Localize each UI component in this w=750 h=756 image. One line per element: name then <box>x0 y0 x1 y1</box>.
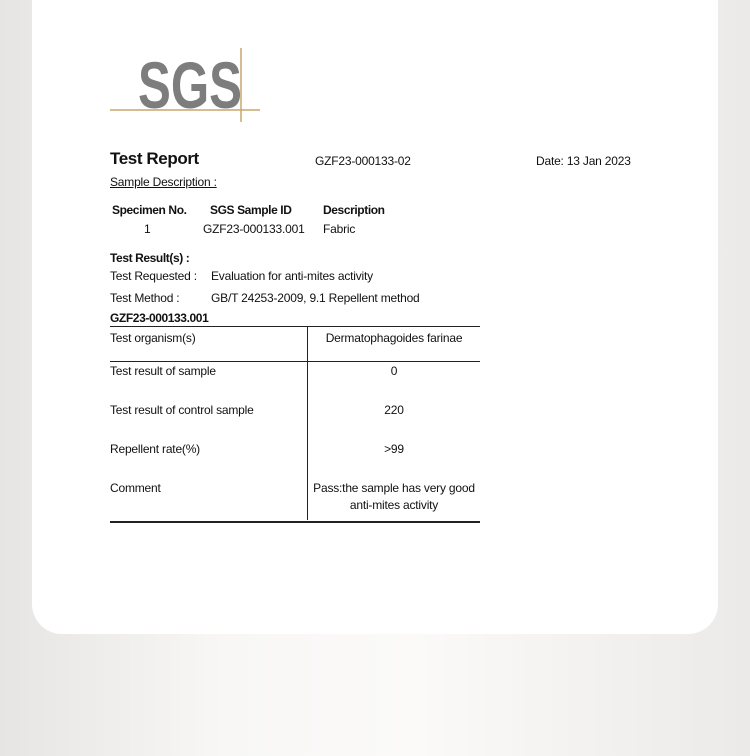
table-bottom-rule <box>110 521 480 523</box>
comment-value-line-1: Pass:the sample has very good <box>313 481 475 495</box>
table-top-rule <box>110 326 480 327</box>
table-row-value: 220 <box>384 403 404 417</box>
table-row-label: Repellent rate(%) <box>110 442 200 456</box>
table-row-label: Test result of sample <box>110 364 216 378</box>
specimen-no-header: Specimen No. <box>112 203 187 217</box>
specimen-no-value: 1 <box>144 222 151 236</box>
results-sample-id: GZF23-000133.001 <box>110 311 209 325</box>
sgs-logo <box>110 48 262 124</box>
table-row-label: Comment <box>110 481 161 495</box>
sgs-sample-id-header: SGS Sample ID <box>210 203 292 217</box>
test-results-heading: Test Result(s) : <box>110 251 190 265</box>
table-header-rule <box>110 361 480 362</box>
report-id: GZF23-000133-02 <box>315 154 411 168</box>
report-title: Test Report <box>110 149 199 168</box>
table-row-value: 0 <box>390 364 398 378</box>
report-date: Date: 13 Jan 2023 <box>536 154 631 168</box>
sgs-logo-text: SGS <box>138 48 242 122</box>
table-row-value: >99 <box>384 442 404 456</box>
test-method-value: GB/T 24253-2009, 9.1 Repellent method <box>211 291 420 305</box>
test-requested-value: Evaluation for anti-mites activity <box>211 269 373 283</box>
comment-value-line-2: anti-mites activity <box>349 498 439 512</box>
table-row-value: Dermatophagoides farinae <box>325 331 463 345</box>
description-value: Fabric <box>323 222 356 236</box>
sample-description-label: Sample Description : <box>110 175 217 189</box>
table-row-label: Test result of control sample <box>110 403 254 417</box>
table-row-label: Test organism(s) <box>110 331 196 345</box>
test-requested-label: Test Requested : <box>110 269 197 283</box>
sgs-sample-id-value: GZF23-000133.001 <box>203 222 305 236</box>
description-header: Description <box>323 203 385 217</box>
test-method-label: Test Method : <box>110 291 180 305</box>
